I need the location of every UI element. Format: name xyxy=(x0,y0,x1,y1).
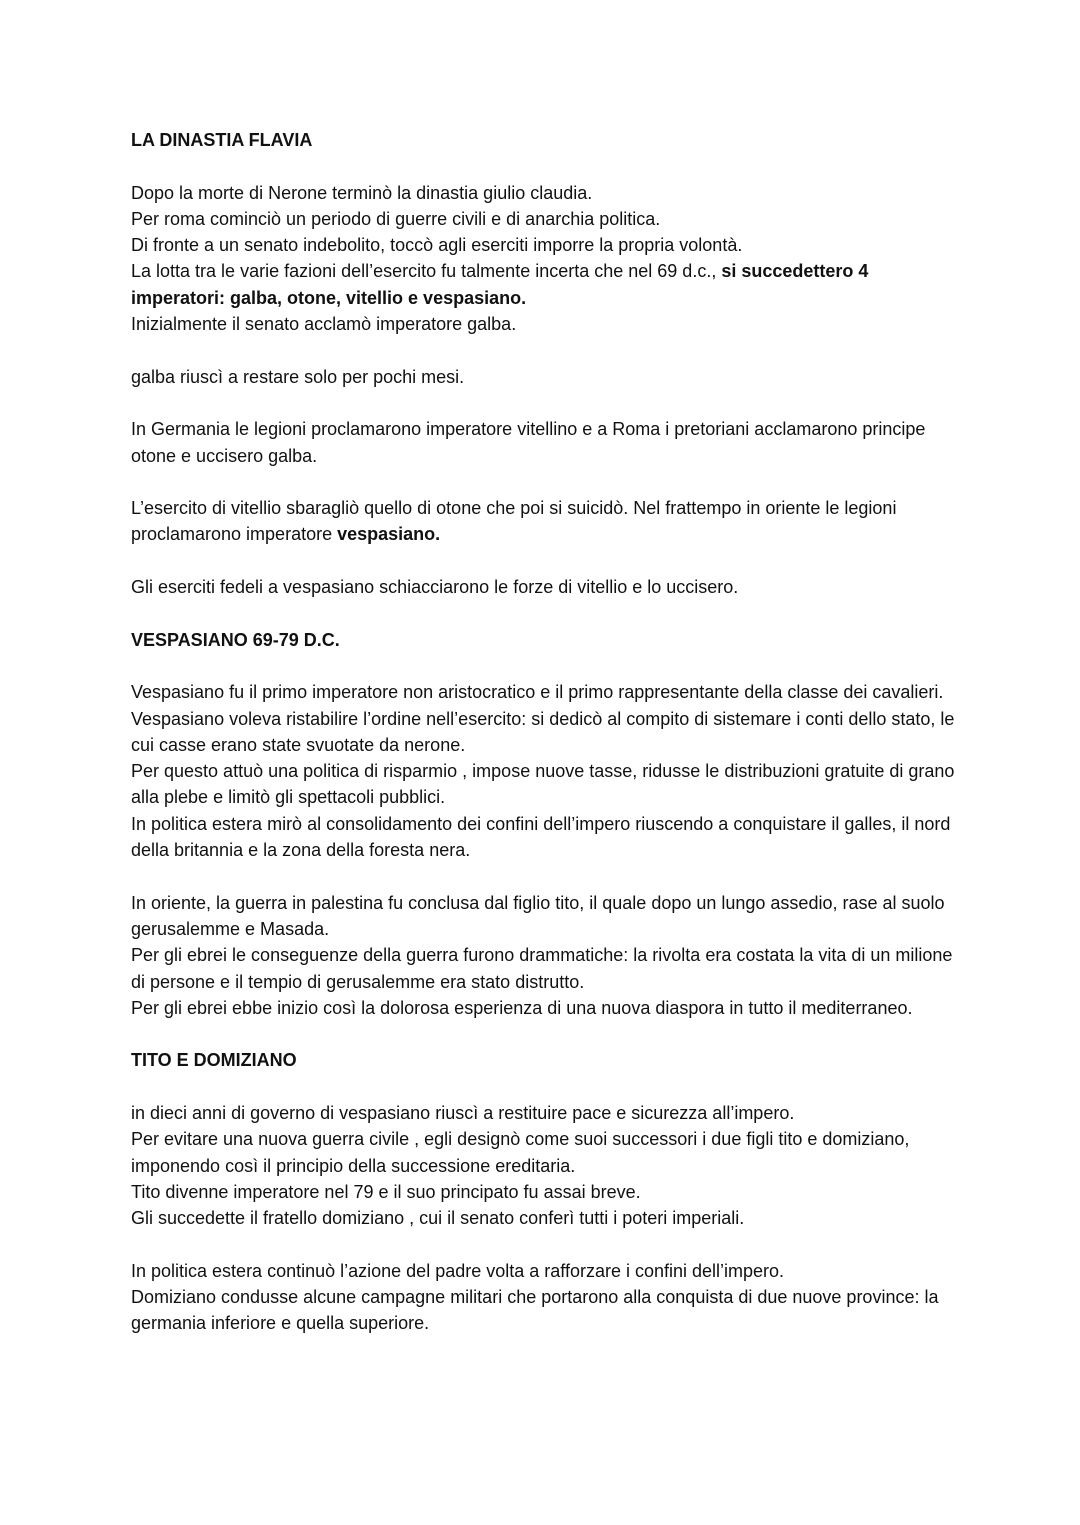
spacer xyxy=(131,863,961,889)
paragraph: galba riuscì a restare solo per pochi mesi. xyxy=(131,366,465,387)
spacer xyxy=(131,1021,961,1047)
paragraph: Di fronte a un senato indebolito, toccò agli eserciti imporre la propria volontà. xyxy=(131,235,743,256)
paragraph: Gli succedette il fratello domiziano , cui il senato conferì tutti i poteri imperiali. xyxy=(131,1208,745,1229)
heading-dinastia-flavia: LA DINASTIA FLAVIA xyxy=(131,130,313,150)
spacer xyxy=(131,600,961,626)
document-page xyxy=(131,127,961,1337)
paragraph: Per gli ebrei ebbe inizio così la dolorosa esperienza di una nuova diaspora in tutto il mediterraneo. xyxy=(131,997,913,1018)
spacer xyxy=(131,1074,961,1100)
paragraph: Domiziano condusse alcune campagne militari che portarono alla conquista di due nuove province: la germania inferiore e quella superiore. xyxy=(131,1287,939,1334)
paragraph: Per evitare una nuova guerra civile , egli designò come suoi successori i due figli tito e domiziano, imponendo così il principio della successione ereditaria. xyxy=(131,1129,910,1176)
paragraph: Dopo la morte di Nerone terminò la dinastia giulio claudia. xyxy=(131,182,593,203)
paragraph: Tito divenne imperatore nel 79 e il suo principato fu assai breve. xyxy=(131,1181,641,1202)
paragraph: Inizialmente il senato acclamò imperatore galba. xyxy=(131,314,517,335)
paragraph: Per gli ebrei le conseguenze della guerra furono drammatiche: la rivolta era costata la vita di un milione di persone e il tempio di gerusalemme era stato distrutto. xyxy=(131,945,953,992)
spacer xyxy=(131,337,961,363)
paragraph: Vespasiano voleva ristabilire l’ordine nell’esercito: si dedicò al compito di sistemare i conti dello stato, le cui casse erano state svuotate da nerone. xyxy=(131,708,955,755)
spacer xyxy=(131,153,961,179)
spacer xyxy=(131,469,961,495)
paragraph xyxy=(131,258,961,311)
paragraph-bold-text: si succedettero 4 imperatori: galba, otone, vitellio e vespasiano. xyxy=(131,261,869,308)
paragraph-text: L’esercito di vitellio sbaragliò quello di otone che poi si suicidò. Nel frattempo in oriente le legioni proclamarono imperatore xyxy=(131,498,897,545)
paragraph: In politica estera continuò l’azione del padre volta a rafforzare i confini dell’impero. xyxy=(131,1260,785,1281)
spacer xyxy=(131,548,961,574)
paragraph: Gli eserciti fedeli a vespasiano schiacciarono le forze di vitellio e lo uccisero. xyxy=(131,577,739,598)
paragraph: In oriente, la guerra in palestina fu conclusa dal figlio tito, il quale dopo un lungo assedio, rase al suolo gerusalemme e Masada. xyxy=(131,892,945,939)
spacer xyxy=(131,390,961,416)
paragraph: In Germania le legioni proclamarono imperatore vitellino e a Roma i pretoriani acclamarono principe otone e uccisero galba. xyxy=(131,419,926,466)
paragraph: Vespasiano fu il primo imperatore non aristocratico e il primo rappresentante della classe dei cavalieri. xyxy=(131,682,944,703)
paragraph xyxy=(131,495,961,548)
paragraph-bold-text: vespasiano. xyxy=(337,524,441,545)
heading-tito-e-domiziano: TITO E DOMIZIANO xyxy=(131,1050,297,1071)
paragraph-text: La lotta tra le varie fazioni dell’esercito fu talmente incerta che nel 69 d.c., xyxy=(131,261,722,282)
paragraph: Per questo attuò una politica di risparmio , impose nuove tasse, ridusse le distribuzioni gratuite di grano alla plebe e limitò gli spettacoli pubblici. xyxy=(131,761,955,808)
heading-vespasiano: VESPASIANO 69-79 D.C. xyxy=(131,629,340,650)
spacer xyxy=(131,653,961,679)
spacer xyxy=(131,1231,961,1257)
paragraph: Per roma cominciò un periodo di guerre civili e di anarchia politica. xyxy=(131,208,661,229)
paragraph: in dieci anni di governo di vespasiano riuscì a restituire pace e sicurezza all’impero. xyxy=(131,1102,795,1123)
paragraph: In politica estera mirò al consolidamento dei confini dell’impero riuscendo a conquistare il galles, il nord della britannia e la zona della foresta nera. xyxy=(131,813,951,861)
